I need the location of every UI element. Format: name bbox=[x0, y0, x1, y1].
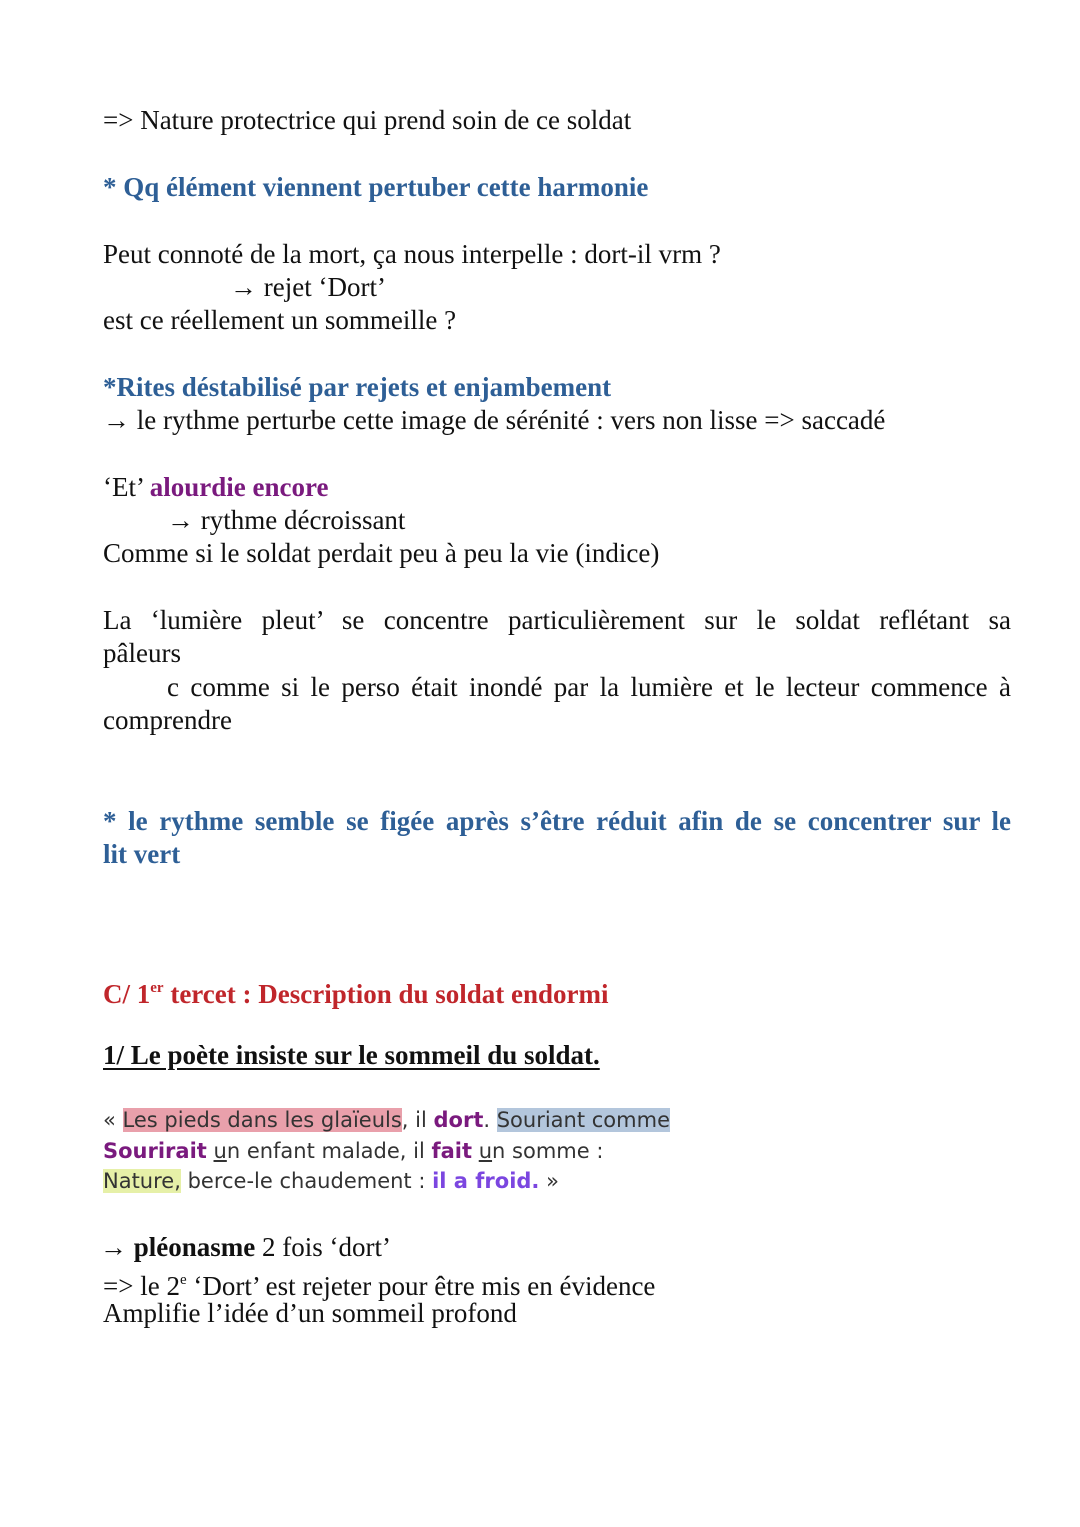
text-line: => Nature protectrice qui prend soin de ce soldat bbox=[103, 105, 632, 135]
poem-quote-line-1: « Les pieds dans les glaïeuls, il dort. Souriant comme bbox=[103, 1108, 670, 1132]
text-line: → le rythme perturbe cette image de sérénité : vers non lisse => saccadé bbox=[103, 405, 886, 435]
text-line: Comme si le soldat perdait peu à peu la vie (indice) bbox=[103, 538, 660, 568]
text-line-indented: → rythme décroissant bbox=[167, 505, 406, 535]
text-line-justified: La ‘lumière pleut’ se concentre particulièrement sur le soldat reflétant sa bbox=[103, 605, 1011, 635]
quoted-word: ‘Et’ bbox=[103, 472, 150, 502]
text-line: Peut connoté de la mort, ça nous interpelle : dort-il vrm ? bbox=[103, 239, 721, 269]
emphasis-purple: Sourirait bbox=[103, 1139, 207, 1163]
section-title: C/ 1er tercet : Description du soldat endormi bbox=[103, 979, 609, 1009]
text-line: pâleurs bbox=[103, 638, 181, 668]
bullet-heading: * Qq élément viennent pertuber cette harmonie bbox=[103, 172, 649, 202]
emphasis-purple: fait bbox=[431, 1139, 473, 1163]
text-line: comprendre bbox=[103, 705, 232, 735]
text-line: Amplifie l’idée d’un sommeil profond bbox=[103, 1298, 517, 1328]
emphasis-violet: il a froid. bbox=[432, 1169, 540, 1193]
text-line-indented: → rejet ‘Dort’ bbox=[230, 272, 386, 302]
bullet-heading: * le rythme semble se figée après s’être réduit afin de se concentrer sur le bbox=[103, 806, 1011, 836]
text-line: → pléonasme 2 fois ‘dort’ bbox=[100, 1232, 391, 1262]
highlight-pink: Les pieds dans les glaïeuls bbox=[122, 1108, 402, 1132]
poem-quote-line-2: Sourirait un enfant malade, il fait un somme : bbox=[103, 1139, 604, 1163]
term-bold: pléonasme bbox=[133, 1232, 256, 1262]
bullet-heading-cont: lit vert bbox=[103, 839, 181, 869]
highlight-yellow: Nature, bbox=[103, 1169, 181, 1193]
highlight-blue: Souriant comme bbox=[496, 1108, 670, 1132]
text-line: => le 2e ‘Dort’ est rejeter pour être mis en évidence bbox=[103, 1271, 656, 1301]
text-line bbox=[103, 471, 328, 504]
emphasis-purple: alourdie encore bbox=[149, 472, 329, 502]
bullet-heading: *Rites déstabilisé par rejets et enjambement bbox=[103, 372, 612, 402]
subsection-title: 1/ Le poète insiste sur le sommeil du soldat. bbox=[103, 1040, 600, 1070]
text-line-justified: c comme si le perso était inondé par la lumière et le lecteur commence à bbox=[167, 672, 1011, 702]
poem-quote-line-3: Nature, berce-le chaudement : il a froid. » bbox=[103, 1169, 559, 1193]
text-line: est ce réellement un sommeille ? bbox=[103, 305, 457, 335]
emphasis-purple: dort bbox=[433, 1108, 484, 1132]
